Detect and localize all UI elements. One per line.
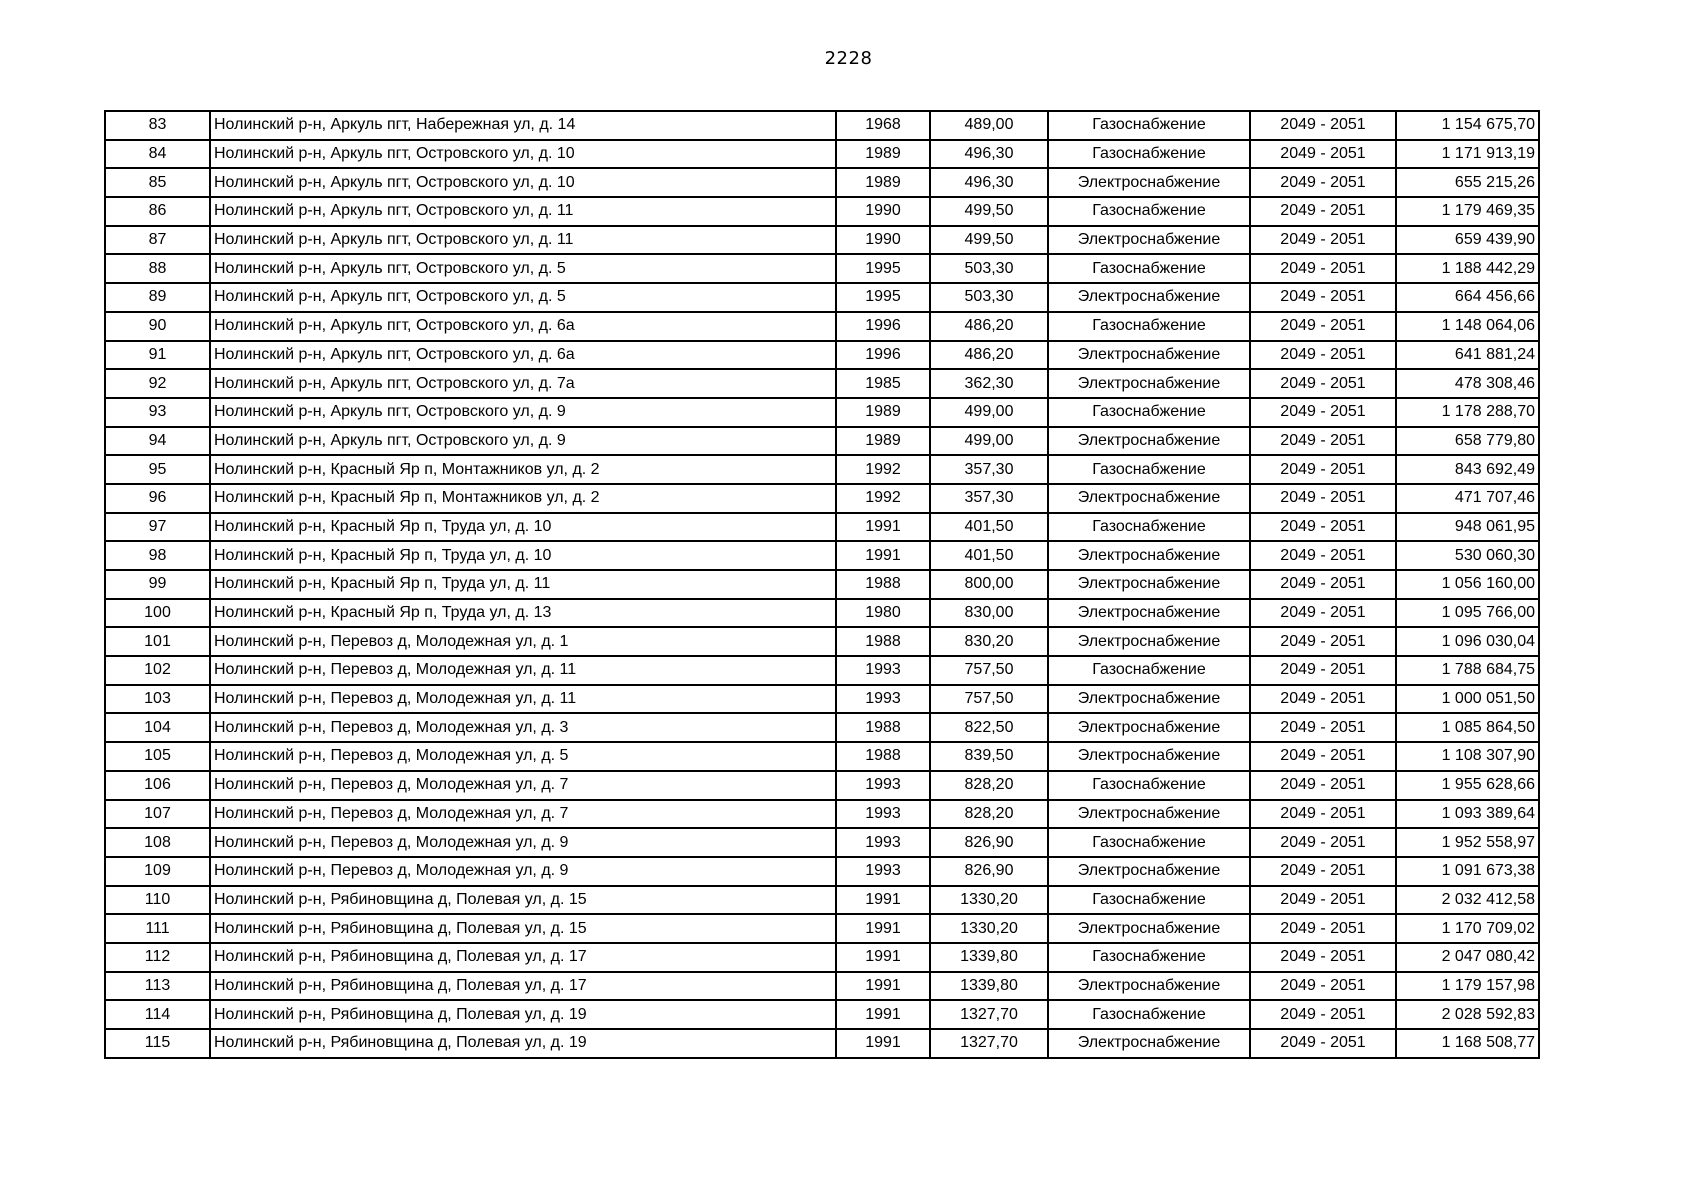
row-number-cell: 104 [105, 713, 210, 742]
cost-cell: 1 000 051,50 [1396, 685, 1539, 714]
period-cell: 2049 - 2051 [1250, 685, 1396, 714]
work-type-cell: Электроснабжение [1048, 1029, 1250, 1058]
address-cell: Нолинский р-н, Аркуль пгт, Островского ул, д. 6а [210, 312, 836, 341]
cost-cell: 1 179 469,35 [1396, 197, 1539, 226]
year-built-cell: 1995 [836, 283, 930, 312]
row-number-cell: 88 [105, 254, 210, 283]
table-row [105, 828, 1539, 857]
row-number-cell: 98 [105, 541, 210, 570]
work-type-cell: Газоснабжение [1048, 656, 1250, 685]
table-row [105, 226, 1539, 255]
year-built-cell: 1993 [836, 800, 930, 829]
cost-cell: 1 056 160,00 [1396, 570, 1539, 599]
row-number-cell: 83 [105, 111, 210, 140]
row-number-cell: 94 [105, 427, 210, 456]
area-cell: 489,00 [930, 111, 1048, 140]
table-row [105, 513, 1539, 542]
table-row [105, 800, 1539, 829]
area-cell: 800,00 [930, 570, 1048, 599]
cost-cell: 1 093 389,64 [1396, 800, 1539, 829]
address-cell: Нолинский р-н, Аркуль пгт, Островского ул, д. 10 [210, 140, 836, 169]
table-row [105, 455, 1539, 484]
cost-cell: 2 032 412,58 [1396, 886, 1539, 915]
address-cell: Нолинский р-н, Перевоз д, Молодежная ул, д. 5 [210, 742, 836, 771]
row-number-cell: 103 [105, 685, 210, 714]
table-row [105, 369, 1539, 398]
area-cell: 401,50 [930, 541, 1048, 570]
year-built-cell: 1992 [836, 455, 930, 484]
address-cell: Нолинский р-н, Красный Яр п, Монтажников ул, д. 2 [210, 455, 836, 484]
area-cell: 830,00 [930, 599, 1048, 628]
period-cell: 2049 - 2051 [1250, 111, 1396, 140]
address-cell: Нолинский р-н, Перевоз д, Молодежная ул, д. 9 [210, 828, 836, 857]
work-type-cell: Газоснабжение [1048, 254, 1250, 283]
row-number-cell: 111 [105, 914, 210, 943]
table-row [105, 1029, 1539, 1058]
table-row [105, 1000, 1539, 1029]
area-cell: 828,20 [930, 771, 1048, 800]
row-number-cell: 106 [105, 771, 210, 800]
address-cell: Нолинский р-н, Красный Яр п, Труда ул, д. 10 [210, 541, 836, 570]
address-cell: Нолинский р-н, Перевоз д, Молодежная ул, д. 9 [210, 857, 836, 886]
year-built-cell: 1991 [836, 513, 930, 542]
row-number-cell: 115 [105, 1029, 210, 1058]
cost-cell: 641 881,24 [1396, 341, 1539, 370]
table-row [105, 627, 1539, 656]
year-built-cell: 1968 [836, 111, 930, 140]
year-built-cell: 1993 [836, 857, 930, 886]
area-cell: 486,20 [930, 341, 1048, 370]
row-number-cell: 86 [105, 197, 210, 226]
year-built-cell: 1990 [836, 197, 930, 226]
period-cell: 2049 - 2051 [1250, 140, 1396, 169]
work-type-cell: Электроснабжение [1048, 685, 1250, 714]
row-number-cell: 90 [105, 312, 210, 341]
work-type-cell: Электроснабжение [1048, 427, 1250, 456]
year-built-cell: 1989 [836, 398, 930, 427]
row-number-cell: 102 [105, 656, 210, 685]
area-cell: 503,30 [930, 254, 1048, 283]
table-row [105, 914, 1539, 943]
row-number-cell: 96 [105, 484, 210, 513]
work-type-cell: Газоснабжение [1048, 398, 1250, 427]
cost-cell: 1 168 508,77 [1396, 1029, 1539, 1058]
address-cell: Нолинский р-н, Перевоз д, Молодежная ул, д. 11 [210, 685, 836, 714]
row-number-cell: 87 [105, 226, 210, 255]
cost-cell: 1 188 442,29 [1396, 254, 1539, 283]
period-cell: 2049 - 2051 [1250, 254, 1396, 283]
year-built-cell: 1991 [836, 1000, 930, 1029]
work-type-cell: Электроснабжение [1048, 742, 1250, 771]
year-built-cell: 1995 [836, 254, 930, 283]
cost-cell: 655 215,26 [1396, 168, 1539, 197]
period-cell: 2049 - 2051 [1250, 627, 1396, 656]
address-cell: Нолинский р-н, Аркуль пгт, Островского ул, д. 9 [210, 427, 836, 456]
area-cell: 839,50 [930, 742, 1048, 771]
cost-cell: 659 439,90 [1396, 226, 1539, 255]
cost-cell: 843 692,49 [1396, 455, 1539, 484]
cost-cell: 948 061,95 [1396, 513, 1539, 542]
work-type-cell: Электроснабжение [1048, 627, 1250, 656]
area-cell: 1330,20 [930, 914, 1048, 943]
cost-cell: 1 788 684,75 [1396, 656, 1539, 685]
work-type-cell: Электроснабжение [1048, 283, 1250, 312]
period-cell: 2049 - 2051 [1250, 398, 1396, 427]
cost-cell: 1 108 307,90 [1396, 742, 1539, 771]
area-cell: 1327,70 [930, 1000, 1048, 1029]
row-number-cell: 89 [105, 283, 210, 312]
year-built-cell: 1991 [836, 886, 930, 915]
area-cell: 496,30 [930, 168, 1048, 197]
table-row [105, 341, 1539, 370]
address-cell: Нолинский р-н, Аркуль пгт, Островского ул, д. 5 [210, 283, 836, 312]
cost-cell: 1 091 673,38 [1396, 857, 1539, 886]
area-cell: 1339,80 [930, 943, 1048, 972]
address-cell: Нолинский р-н, Аркуль пгт, Островского ул, д. 6а [210, 341, 836, 370]
area-cell: 1327,70 [930, 1029, 1048, 1058]
cost-cell: 1 955 628,66 [1396, 771, 1539, 800]
row-number-cell: 112 [105, 943, 210, 972]
period-cell: 2049 - 2051 [1250, 972, 1396, 1001]
period-cell: 2049 - 2051 [1250, 1000, 1396, 1029]
period-cell: 2049 - 2051 [1250, 341, 1396, 370]
table-row [105, 312, 1539, 341]
work-type-cell: Электроснабжение [1048, 226, 1250, 255]
table-row [105, 685, 1539, 714]
table-row [105, 168, 1539, 197]
period-cell: 2049 - 2051 [1250, 742, 1396, 771]
area-cell: 357,30 [930, 484, 1048, 513]
year-built-cell: 1991 [836, 541, 930, 570]
address-cell: Нолинский р-н, Аркуль пгт, Островского ул, д. 11 [210, 226, 836, 255]
work-type-cell: Электроснабжение [1048, 369, 1250, 398]
year-built-cell: 1988 [836, 570, 930, 599]
area-cell: 1339,80 [930, 972, 1048, 1001]
cost-cell: 2 028 592,83 [1396, 1000, 1539, 1029]
work-type-cell: Газоснабжение [1048, 771, 1250, 800]
year-built-cell: 1991 [836, 943, 930, 972]
row-number-cell: 97 [105, 513, 210, 542]
cost-cell: 1 096 030,04 [1396, 627, 1539, 656]
period-cell: 2049 - 2051 [1250, 283, 1396, 312]
period-cell: 2049 - 2051 [1250, 484, 1396, 513]
capital-repair-table [104, 110, 1540, 1059]
table-row [105, 742, 1539, 771]
year-built-cell: 1993 [836, 828, 930, 857]
year-built-cell: 1988 [836, 742, 930, 771]
table-row [105, 398, 1539, 427]
table-row [105, 570, 1539, 599]
work-type-cell: Электроснабжение [1048, 800, 1250, 829]
cost-cell: 664 456,66 [1396, 283, 1539, 312]
area-cell: 1330,20 [930, 886, 1048, 915]
address-cell: Нолинский р-н, Аркуль пгт, Островского ул, д. 5 [210, 254, 836, 283]
row-number-cell: 114 [105, 1000, 210, 1029]
work-type-cell: Электроснабжение [1048, 599, 1250, 628]
period-cell: 2049 - 2051 [1250, 513, 1396, 542]
area-cell: 357,30 [930, 455, 1048, 484]
period-cell: 2049 - 2051 [1250, 914, 1396, 943]
cost-cell: 1 085 864,50 [1396, 713, 1539, 742]
period-cell: 2049 - 2051 [1250, 800, 1396, 829]
work-type-cell: Электроснабжение [1048, 713, 1250, 742]
period-cell: 2049 - 2051 [1250, 541, 1396, 570]
area-cell: 499,50 [930, 226, 1048, 255]
row-number-cell: 92 [105, 369, 210, 398]
work-type-cell: Газоснабжение [1048, 312, 1250, 341]
row-number-cell: 109 [105, 857, 210, 886]
table-row [105, 111, 1539, 140]
period-cell: 2049 - 2051 [1250, 599, 1396, 628]
area-cell: 503,30 [930, 283, 1048, 312]
work-type-cell: Электроснабжение [1048, 570, 1250, 599]
address-cell: Нолинский р-н, Перевоз д, Молодежная ул, д. 11 [210, 656, 836, 685]
address-cell: Нолинский р-н, Рябиновщина д, Полевая ул, д. 19 [210, 1000, 836, 1029]
address-cell: Нолинский р-н, Красный Яр п, Труда ул, д. 11 [210, 570, 836, 599]
year-built-cell: 1993 [836, 771, 930, 800]
address-cell: Нолинский р-н, Рябиновщина д, Полевая ул, д. 15 [210, 914, 836, 943]
row-number-cell: 101 [105, 627, 210, 656]
year-built-cell: 1993 [836, 685, 930, 714]
area-cell: 499,00 [930, 398, 1048, 427]
period-cell: 2049 - 2051 [1250, 197, 1396, 226]
row-number-cell: 85 [105, 168, 210, 197]
cost-cell: 471 707,46 [1396, 484, 1539, 513]
year-built-cell: 1990 [836, 226, 930, 255]
area-cell: 828,20 [930, 800, 1048, 829]
cost-cell: 1 170 709,02 [1396, 914, 1539, 943]
year-built-cell: 1989 [836, 427, 930, 456]
cost-cell: 478 308,46 [1396, 369, 1539, 398]
work-type-cell: Электроснабжение [1048, 857, 1250, 886]
address-cell: Нолинский р-н, Аркуль пгт, Островского ул, д. 7а [210, 369, 836, 398]
table-row [105, 886, 1539, 915]
row-number-cell: 113 [105, 972, 210, 1001]
address-cell: Нолинский р-н, Рябиновщина д, Полевая ул, д. 19 [210, 1029, 836, 1058]
table-row [105, 254, 1539, 283]
period-cell: 2049 - 2051 [1250, 1029, 1396, 1058]
table-row [105, 283, 1539, 312]
area-cell: 486,20 [930, 312, 1048, 341]
address-cell: Нолинский р-н, Рябиновщина д, Полевая ул, д. 15 [210, 886, 836, 915]
work-type-cell: Электроснабжение [1048, 341, 1250, 370]
page-number: 2228 [824, 48, 873, 69]
year-built-cell: 1989 [836, 168, 930, 197]
work-type-cell: Газоснабжение [1048, 943, 1250, 972]
period-cell: 2049 - 2051 [1250, 943, 1396, 972]
work-type-cell: Электроснабжение [1048, 914, 1250, 943]
area-cell: 401,50 [930, 513, 1048, 542]
area-cell: 830,20 [930, 627, 1048, 656]
period-cell: 2049 - 2051 [1250, 226, 1396, 255]
period-cell: 2049 - 2051 [1250, 656, 1396, 685]
cost-cell: 2 047 080,42 [1396, 943, 1539, 972]
table-row [105, 713, 1539, 742]
cost-cell: 1 171 913,19 [1396, 140, 1539, 169]
table-row [105, 484, 1539, 513]
address-cell: Нолинский р-н, Перевоз д, Молодежная ул, д. 7 [210, 800, 836, 829]
work-type-cell: Газоснабжение [1048, 455, 1250, 484]
table-row [105, 771, 1539, 800]
table-row [105, 140, 1539, 169]
year-built-cell: 1988 [836, 627, 930, 656]
year-built-cell: 1991 [836, 972, 930, 1001]
year-built-cell: 1991 [836, 1029, 930, 1058]
area-cell: 822,50 [930, 713, 1048, 742]
year-built-cell: 1988 [836, 713, 930, 742]
cost-cell: 530 060,30 [1396, 541, 1539, 570]
row-number-cell: 95 [105, 455, 210, 484]
work-type-cell: Электроснабжение [1048, 484, 1250, 513]
work-type-cell: Электроснабжение [1048, 168, 1250, 197]
address-cell: Нолинский р-н, Аркуль пгт, Островского ул, д. 11 [210, 197, 836, 226]
year-built-cell: 1992 [836, 484, 930, 513]
period-cell: 2049 - 2051 [1250, 312, 1396, 341]
area-cell: 826,90 [930, 857, 1048, 886]
period-cell: 2049 - 2051 [1250, 857, 1396, 886]
cost-cell: 658 779,80 [1396, 427, 1539, 456]
year-built-cell: 1989 [836, 140, 930, 169]
address-cell: Нолинский р-н, Перевоз д, Молодежная ул, д. 7 [210, 771, 836, 800]
address-cell: Нолинский р-н, Аркуль пгт, Островского ул, д. 9 [210, 398, 836, 427]
row-number-cell: 84 [105, 140, 210, 169]
area-cell: 499,50 [930, 197, 1048, 226]
address-cell: Нолинский р-н, Перевоз д, Молодежная ул, д. 1 [210, 627, 836, 656]
work-type-cell: Газоснабжение [1048, 140, 1250, 169]
address-cell: Нолинский р-н, Красный Яр п, Труда ул, д. 10 [210, 513, 836, 542]
row-number-cell: 107 [105, 800, 210, 829]
row-number-cell: 110 [105, 886, 210, 915]
area-cell: 757,50 [930, 685, 1048, 714]
address-cell: Нолинский р-н, Аркуль пгт, Островского ул, д. 10 [210, 168, 836, 197]
cost-cell: 1 178 288,70 [1396, 398, 1539, 427]
address-cell: Нолинский р-н, Рябиновщина д, Полевая ул, д. 17 [210, 943, 836, 972]
area-cell: 757,50 [930, 656, 1048, 685]
cost-cell: 1 095 766,00 [1396, 599, 1539, 628]
row-number-cell: 93 [105, 398, 210, 427]
table-row [105, 857, 1539, 886]
period-cell: 2049 - 2051 [1250, 886, 1396, 915]
area-cell: 499,00 [930, 427, 1048, 456]
table-row [105, 197, 1539, 226]
cost-cell: 1 952 558,97 [1396, 828, 1539, 857]
table-row [105, 599, 1539, 628]
area-cell: 826,90 [930, 828, 1048, 857]
period-cell: 2049 - 2051 [1250, 455, 1396, 484]
work-type-cell: Газоснабжение [1048, 886, 1250, 915]
row-number-cell: 99 [105, 570, 210, 599]
period-cell: 2049 - 2051 [1250, 369, 1396, 398]
area-cell: 362,30 [930, 369, 1048, 398]
year-built-cell: 1996 [836, 341, 930, 370]
work-type-cell: Газоснабжение [1048, 828, 1250, 857]
period-cell: 2049 - 2051 [1250, 771, 1396, 800]
table-row [105, 656, 1539, 685]
work-type-cell: Газоснабжение [1048, 1000, 1250, 1029]
period-cell: 2049 - 2051 [1250, 828, 1396, 857]
address-cell: Нолинский р-н, Аркуль пгт, Набережная ул, д. 14 [210, 111, 836, 140]
table-body [105, 111, 1539, 1058]
address-cell: Нолинский р-н, Красный Яр п, Монтажников ул, д. 2 [210, 484, 836, 513]
table-row [105, 972, 1539, 1001]
period-cell: 2049 - 2051 [1250, 168, 1396, 197]
row-number-cell: 108 [105, 828, 210, 857]
row-number-cell: 100 [105, 599, 210, 628]
year-built-cell: 1996 [836, 312, 930, 341]
address-cell: Нолинский р-н, Красный Яр п, Труда ул, д. 13 [210, 599, 836, 628]
work-type-cell: Газоснабжение [1048, 197, 1250, 226]
work-type-cell: Электроснабжение [1048, 541, 1250, 570]
cost-cell: 1 148 064,06 [1396, 312, 1539, 341]
cost-cell: 1 179 157,98 [1396, 972, 1539, 1001]
area-cell: 496,30 [930, 140, 1048, 169]
work-type-cell: Электроснабжение [1048, 972, 1250, 1001]
year-built-cell: 1991 [836, 914, 930, 943]
cost-cell: 1 154 675,70 [1396, 111, 1539, 140]
period-cell: 2049 - 2051 [1250, 713, 1396, 742]
period-cell: 2049 - 2051 [1250, 570, 1396, 599]
table-row [105, 427, 1539, 456]
work-type-cell: Газоснабжение [1048, 513, 1250, 542]
address-cell: Нолинский р-н, Рябиновщина д, Полевая ул, д. 17 [210, 972, 836, 1001]
table-row [105, 541, 1539, 570]
year-built-cell: 1980 [836, 599, 930, 628]
address-cell: Нолинский р-н, Перевоз д, Молодежная ул, д. 3 [210, 713, 836, 742]
row-number-cell: 105 [105, 742, 210, 771]
table-row [105, 943, 1539, 972]
year-built-cell: 1985 [836, 369, 930, 398]
year-built-cell: 1993 [836, 656, 930, 685]
work-type-cell: Газоснабжение [1048, 111, 1250, 140]
row-number-cell: 91 [105, 341, 210, 370]
period-cell: 2049 - 2051 [1250, 427, 1396, 456]
